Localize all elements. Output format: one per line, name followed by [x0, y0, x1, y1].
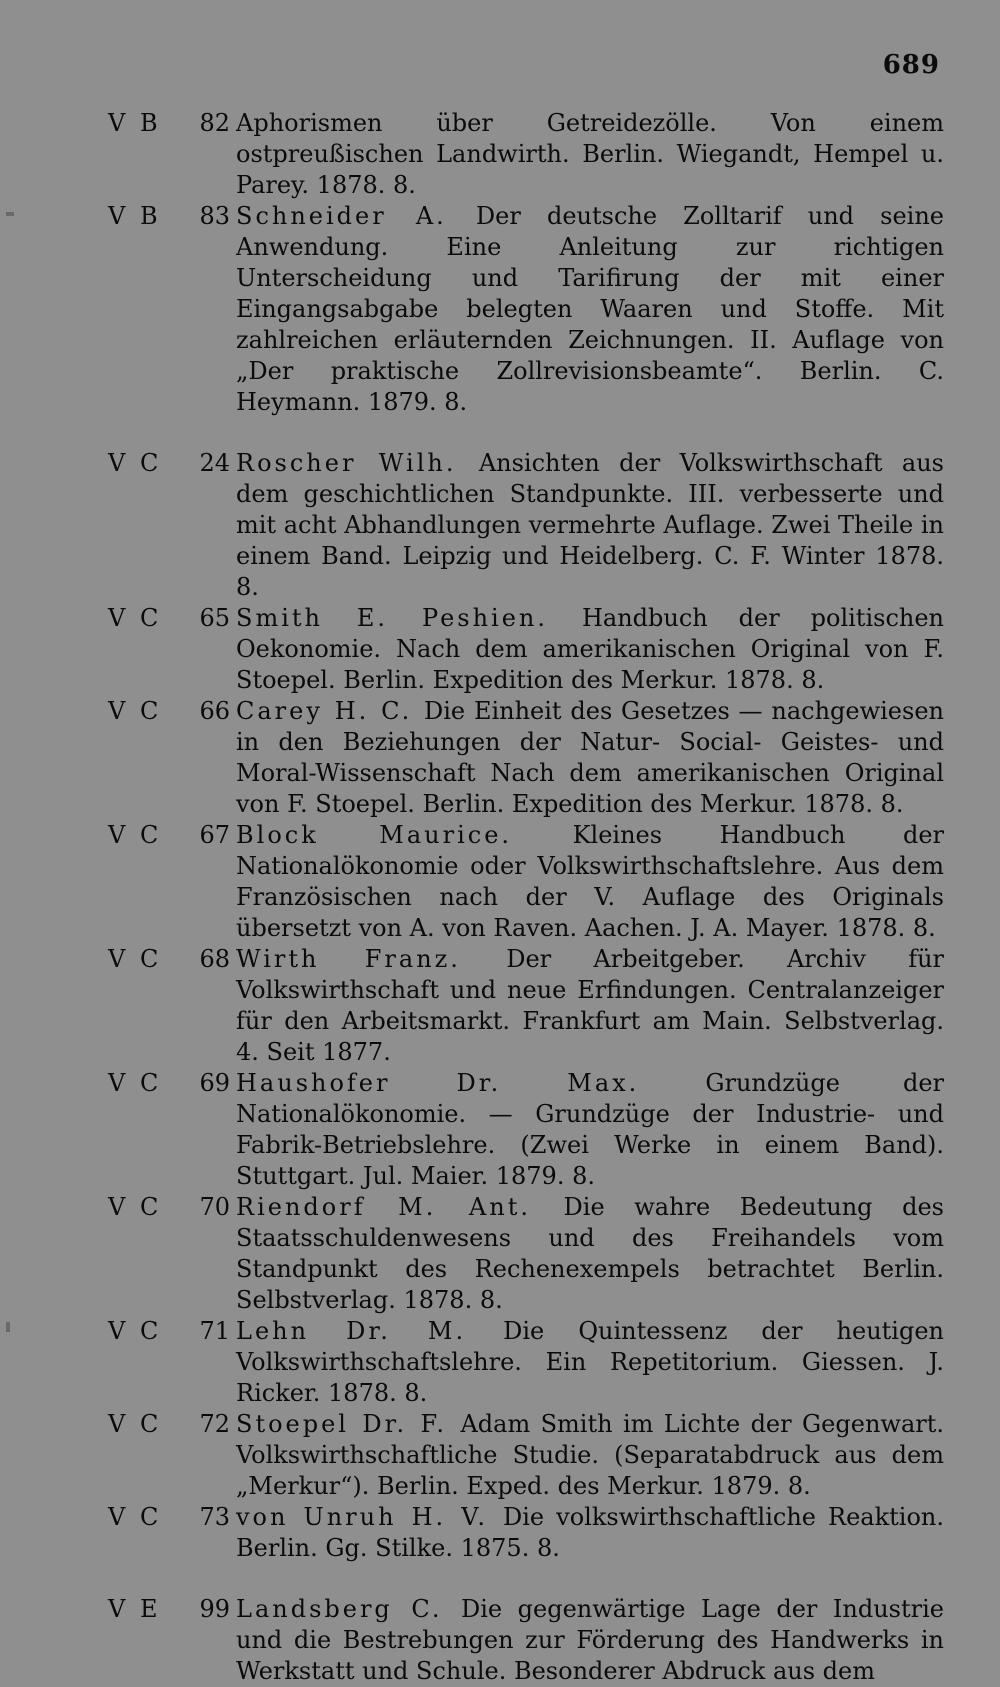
shelfmark-number: 83 — [199, 202, 230, 230]
shelfmark-group: C — [140, 1503, 159, 1531]
shelfmark — [108, 1502, 230, 1533]
shelfmark-class: V — [108, 945, 126, 973]
entry-author: Stoepel Dr. F. — [236, 1410, 461, 1438]
entry-author: Wirth Franz. — [236, 945, 507, 973]
entry-text — [236, 1316, 944, 1409]
catalog-entry — [108, 1409, 944, 1502]
entry-author: Block Maurice. — [236, 821, 573, 849]
entry-description: Handbuch der politischen Oekonomie. Nach dem amerikanischen Original von F. Stoepel. Berlin. Expedition des Merkur. 1878. 8. — [236, 604, 944, 694]
shelfmark-number: 24 — [199, 449, 230, 477]
shelfmark-number: 69 — [199, 1069, 230, 1097]
shelfmark-class: V — [108, 109, 126, 137]
entry-description: Der Arbeitgeber. Archiv für Volkswirthschaft und neue Erfindungen. Centralanzeiger für den Arbeitsmarkt. Frankfurt am Main. Selbstverlag. 4. Seit 1877. — [236, 945, 945, 1066]
shelfmark-number: 82 — [199, 109, 230, 137]
shelfmark — [108, 696, 230, 727]
shelfmark — [108, 1409, 230, 1440]
shelfmark-number: 70 — [199, 1193, 230, 1221]
shelfmark-class: V — [108, 1503, 126, 1531]
entry-text — [236, 448, 944, 603]
shelfmark — [108, 820, 230, 851]
scan-speck — [6, 212, 14, 216]
entry-author: Roscher Wilh. — [236, 449, 479, 477]
catalog-entry — [108, 1594, 944, 1687]
entry-text — [236, 820, 944, 944]
shelfmark-group: C — [140, 945, 159, 973]
shelfmark-group: C — [140, 821, 159, 849]
catalog-entry — [108, 696, 944, 820]
shelfmark-class: V — [108, 449, 126, 477]
entry-description: Kleines Handbuch der Nationalökonomie oder Volkswirthschaftslehre. Aus dem Französischen nach der V. Auflage des Originals übersetzt von A. von Raven. Aachen. J. A. Mayer. 1878. 8. — [236, 821, 944, 942]
entry-text — [236, 603, 944, 696]
catalog-entry — [108, 108, 944, 201]
catalog-entry — [108, 944, 944, 1068]
shelfmark — [108, 1192, 230, 1223]
entry-author: Schneider A. — [236, 202, 476, 230]
shelfmark-class: V — [108, 1317, 126, 1345]
shelfmark-number: 73 — [199, 1503, 230, 1531]
entry-text — [236, 1594, 944, 1687]
catalog-entry — [108, 603, 944, 696]
shelfmark — [108, 1594, 230, 1625]
entry-text — [236, 201, 944, 418]
catalog-entry — [108, 1502, 944, 1564]
entry-text — [236, 1192, 944, 1316]
shelfmark — [108, 108, 230, 139]
shelfmark-number: 71 — [199, 1317, 230, 1345]
shelfmark-class: V — [108, 1193, 126, 1221]
entry-description: Die Quintessenz der heutigen Volkswirthschaftslehre. Ein Repetitorium. Giessen. J. Ricker. 1878. 8. — [236, 1317, 944, 1407]
catalog-entry — [108, 1068, 944, 1192]
shelfmark-group: C — [140, 1193, 159, 1221]
entry-description: Die gegenwärtige Lage der Industrie und die Bestrebungen zur Förderung des Handwerks in Werkstatt und Schule. Besonderer Abdruck aus dem — [236, 1595, 944, 1685]
entry-author: Carey H. C. — [236, 697, 425, 725]
shelfmark — [108, 944, 230, 975]
catalog-entries — [108, 108, 944, 1687]
shelfmark — [108, 1068, 230, 1099]
shelfmark-group: C — [140, 1317, 159, 1345]
entry-text — [236, 108, 944, 201]
entry-author: von Unruh H. V. — [236, 1503, 503, 1531]
catalog-entry — [108, 1316, 944, 1409]
shelfmark-number: 67 — [199, 821, 230, 849]
entry-description: Der deutsche Zolltarif und seine Anwendung. Eine Anleitung zur richtigen Unterscheidung und Tarifirung der mit einer Eingangsabgabe belegten Waaren und Stoffe. Mit zahlreichen erläuternden Zeichnungen. II. Auflage von „Der praktische Zollrevisionsbeamte“. Berlin. C. Heymann. 1879. 8. — [236, 202, 944, 416]
catalog-entry — [108, 201, 944, 418]
shelfmark-group: B — [140, 109, 158, 137]
shelfmark-group: C — [140, 1069, 159, 1097]
entry-text — [236, 1409, 944, 1502]
shelfmark-class: V — [108, 821, 126, 849]
entry-text — [236, 1502, 944, 1564]
shelfmark — [108, 448, 230, 479]
shelfmark-group: C — [140, 449, 159, 477]
catalog-entry — [108, 1192, 944, 1316]
shelfmark-class: V — [108, 604, 126, 632]
shelfmark — [108, 1316, 230, 1347]
shelfmark-group: C — [140, 697, 159, 725]
page-number: 689 — [882, 50, 940, 80]
catalog-entry — [108, 820, 944, 944]
shelfmark-class: V — [108, 202, 126, 230]
shelfmark-number: 66 — [199, 697, 230, 725]
catalog-entry — [108, 448, 944, 603]
shelfmark-group: B — [140, 202, 158, 230]
entry-text — [236, 944, 944, 1068]
entry-author: Smith E. Peshien. — [236, 604, 582, 632]
entry-description: Adam Smith im Lichte der Gegenwart. Volkswirthschaftliche Studie. (Separatabdruck aus dem „Merkur“). Berlin. Exped. des Merkur. 1879. 8. — [236, 1410, 944, 1500]
shelfmark-class: V — [108, 1595, 126, 1623]
shelfmark-class: V — [108, 1410, 126, 1438]
entry-description: Die volkswirthschaftliche Reaktion. Berlin. Gg. Stilke. 1875. 8. — [236, 1503, 945, 1562]
entry-author: Haushofer Dr. Max. — [236, 1069, 706, 1097]
shelfmark-number: 99 — [199, 1595, 230, 1623]
entry-author: Landsberg C. — [236, 1595, 461, 1623]
entry-description: Die Einheit des Gesetzes — nachgewiesen in den Beziehungen der Natur- Social- Geistes- und Moral-Wissenschaft Nach dem amerikanischen Original von F. Stoepel. Berlin. Expedition des Merkur. 1878. 8. — [236, 697, 944, 818]
entry-text — [236, 1068, 944, 1192]
entry-description: Die wahre Bedeutung des Staatsschuldenwesens und des Freihandels vom Standpunkt des Rechenexempels betrachtet Berlin. Selbstverlag. 1878. 8. — [236, 1193, 944, 1314]
shelfmark-group: E — [140, 1595, 158, 1623]
shelfmark-group: C — [140, 604, 159, 632]
shelfmark-class: V — [108, 697, 126, 725]
scan-speck — [6, 1322, 10, 1332]
shelfmark — [108, 603, 230, 634]
shelfmark-number: 68 — [199, 945, 230, 973]
shelfmark-number: 65 — [199, 604, 230, 632]
entry-description: Ansichten der Volkswirthschaft aus dem geschichtlichen Standpunkte. III. verbesserte und mit acht Abhandlungen vermehrte Auflage. Zwei Theile in einem Band. Leipzig und Heidelberg. C. F. Winter 1878. 8. — [236, 449, 944, 601]
shelfmark-group: C — [140, 1410, 159, 1438]
shelfmark-number: 72 — [199, 1410, 230, 1438]
entry-author: Lehn Dr. M. — [236, 1317, 504, 1345]
entry-description: Aphorismen über Getreidezölle. Von einem ostpreußischen Landwirth. Berlin. Wiegandt, Hempel u. Parey. 1878. 8. — [236, 109, 944, 199]
entry-text — [236, 696, 944, 820]
entry-author: Riendorf M. Ant. — [236, 1193, 564, 1221]
shelfmark — [108, 201, 230, 232]
entry-description: Grundzüge der Nationalökonomie. — Grundzüge der Industrie- und Fabrik-Betriebslehre. (Zwei Werke in einem Band). Stuttgart. Jul. Maier. 1879. 8. — [236, 1069, 944, 1190]
shelfmark-class: V — [108, 1069, 126, 1097]
